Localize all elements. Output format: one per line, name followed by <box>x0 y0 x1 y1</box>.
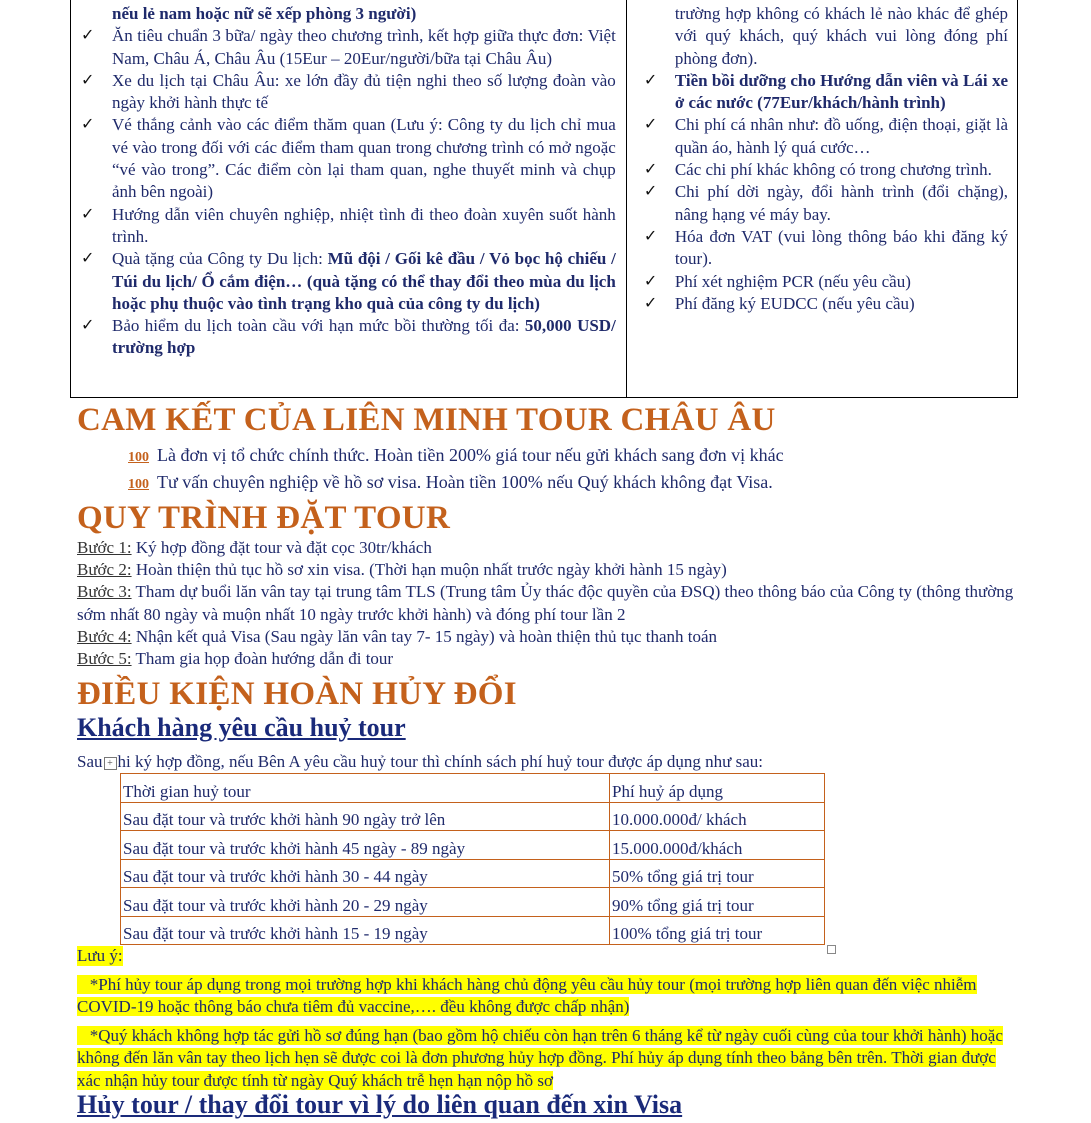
table-row <box>121 831 825 860</box>
checkmark-icon: ✓ <box>81 27 95 45</box>
checklist-item: ✓ Vé thắng cảnh vào các điểm thăm quan (Lưu ý: Công ty du lịch chỉ mua vé vào trong đối với các điểm tham quan trong chương trình có mở ngoặc “vé vào trong”. Các điểm còn lại tham quan, nghe thuyết minh và chụp ảnh bên ngoài) <box>81 115 616 202</box>
table-cell: Sau đặt tour và trước khởi hành 30 - 44 ngày <box>121 859 610 888</box>
table-cell: 100% tổng giá trị tour <box>610 916 825 945</box>
commitment-heading: CAM KẾT CỦA LIÊN MINH TOUR CHÂU ÂU <box>77 402 776 438</box>
table-header-row <box>121 774 825 803</box>
checkmark-icon: ✓ <box>643 272 658 290</box>
table-move-handle-icon[interactable]: + <box>104 757 117 770</box>
checkmark-icon: ✓ <box>643 183 658 201</box>
process-heading: QUY TRÌNH ĐẶT TOUR <box>77 500 451 536</box>
table-header: Phí huỷ áp dụng <box>610 774 825 803</box>
process-step: Bước 2: Hoàn thiện thủ tục hồ sơ xin visa. (Thời hạn muộn nhất trước ngày khởi hành 15 ngày) <box>77 560 727 580</box>
table-resize-handle[interactable] <box>827 945 836 954</box>
checkmark-icon: ✓ <box>81 205 95 223</box>
checklist-item: ✓ Hướng dẫn viên chuyên nghiệp, nhiệt tình đi theo đoàn xuyên suốt hành trình. <box>81 204 616 246</box>
checklist-item: ✓ Xe du lịch tại Châu Âu: xe lớn đầy đủ tiện nghi theo số lượng đoàn vào ngày khởi hành thực tế <box>81 70 616 113</box>
table-row <box>121 802 825 831</box>
table-row <box>121 916 825 945</box>
cancel-heading: ĐIỀU KIỆN HOÀN HỦY ĐỔI <box>77 676 517 712</box>
commitment-item: 100 Tư vấn chuyên nghiệp về hồ sơ visa. Hoàn tiền 100% nếu Quý khách không đạt Visa. <box>128 472 773 492</box>
checkmark-icon: ✓ <box>81 317 95 335</box>
checkmark-icon: ✓ <box>81 116 95 134</box>
checklist-item: ✓ Hóa đơn VAT (vui lòng thông báo khi đăng ký tour). <box>643 226 1008 269</box>
process-step: Bước 4: Nhận kết quả Visa (Sau ngày lăn vân tay 7- 15 ngày) và hoàn thiện thủ tục thanh toán <box>77 626 718 646</box>
table-cell: Sau đặt tour và trước khởi hành 90 ngày trở lên <box>121 802 610 831</box>
table-cell: 10.000.000đ/ khách <box>610 802 825 831</box>
process-steps <box>77 537 1037 670</box>
checkmark-icon: ✓ <box>643 116 658 134</box>
table-cell: Sau đặt tour và trước khởi hành 15 - 19 ngày <box>121 916 610 945</box>
cancel-subheading: Khách hàng yêu cầu huỷ tour <box>77 713 406 742</box>
table-cell: 15.000.000đ/khách <box>610 831 825 860</box>
checklist-item: trường hợp không có khách lẻ nào khác để ghép với quý khách, quý khách vui lòng đóng phí phòng đơn). <box>674 4 1008 68</box>
cancel-intro: Sau + hi ký hợp đồng, nếu Bên A yêu cầu huỷ tour thì chính sách phí huỷ tour được áp dụng như sau: <box>77 752 763 771</box>
checklist-item: ✓ Tiền bồi dưỡng cho Hướng dẫn viên và Lái xe ở các nước (77Eur/khách/hành trình) <box>643 70 1008 113</box>
checkmark-icon: ✓ <box>643 294 658 312</box>
table-cell: Sau đặt tour và trước khởi hành 45 ngày - 89 ngày <box>121 831 610 860</box>
table-cell: Sau đặt tour và trước khởi hành 20 - 29 ngày <box>121 888 610 917</box>
table-cell: 50% tổng giá trị tour <box>610 859 825 888</box>
hundred-points-icon: 100 <box>128 477 149 492</box>
checkmark-icon: ✓ <box>643 227 658 245</box>
process-step: Bước 1: Ký hợp đồng đặt tour và đặt cọc 30tr/khách <box>77 538 432 557</box>
checkmark-icon: ✓ <box>643 161 658 179</box>
commitment-item: 100 Là đơn vị tổ chức chính thức. Hoàn tiền 200% giá tour nếu gửi khách sang đơn vị khác <box>128 445 784 465</box>
checklist-item: ✓ Chi phí dời ngày, đổi hành trình (đổi chặng), nâng hạng vé máy bay. <box>643 182 1008 224</box>
cancel-fee-table <box>120 773 825 945</box>
table-header: Thời gian huỷ tour <box>121 774 610 803</box>
inclusions-column <box>71 0 627 397</box>
cancel-note: *Phí hủy tour áp dụng trong mọi trường hợp khi khách hàng chủ động yêu cầu hủy tour (mọi trường hợp liên quan đến việc nhiễm COVID-19 hoặc thông báo chưa tiêm đủ vaccine,…. đều không được chấp nhận) <box>77 975 977 1017</box>
inclusions-table <box>70 0 1018 398</box>
cancel-note: *Quý khách không hợp tác gửi hồ sơ đúng hạn (bao gồm hộ chiếu còn hạn trên 6 tháng kể từ ngày cuối cùng của tour khởi hành) hoặc không đến lăn vân tay theo lịch hẹn sẽ được coi là đơn phương hủy hợp đồng. Phí hủy áp dụng tính theo bảng bên trên. Thời gian được xác nhận hủy tour được tính từ ngày Quý khách trễ hẹn hạn nộp hồ sơ <box>77 1026 1003 1090</box>
visa-cancel-subheading: Hủy tour / thay đổi tour vì lý do liên quan đến xin Visa <box>77 1090 683 1119</box>
exclusions-column <box>627 0 1017 397</box>
checkmark-icon: ✓ <box>643 71 658 89</box>
checklist-item: ✓ Các chi phí khác không có trong chương trình. <box>640 159 1008 181</box>
checkmark-icon: ✓ <box>81 71 95 89</box>
checklist-item: ✓ Ăn tiêu chuẩn 3 bữa/ ngày theo chương trình, kết hợp giữa thực đơn: Việt Nam, Châu Á, Châu Âu (15Eur – 20Eur/người/bữa tại Châu Âu) <box>81 26 616 68</box>
hundred-points-icon: 100 <box>128 450 149 465</box>
table-cell: 90% tổng giá trị tour <box>610 888 825 917</box>
checkmark-icon: ✓ <box>81 250 95 268</box>
process-step: Bước 5: Tham gia họp đoàn hướng dẫn đi tour <box>77 649 394 669</box>
checklist-item: ✓ Chi phí cá nhân như: đồ uống, điện thoại, giặt là quần áo, hành lý quá cước… <box>643 115 1008 157</box>
checklist-item: ✓ Bảo hiểm du lịch toàn cầu với hạn mức bồi thường tối đa: 50,000 USD/ trường hợp <box>81 316 616 358</box>
process-step: Bước 3: Tham dự buổi lăn vân tay tại trung tâm TLS (Trung tâm Ủy thác độc quyền của ĐSQ) theo thông báo của Công ty (thông thường sớm nhất 80 ngày và muộn nhất 10 ngày trước khởi hành) và đóng phí tour lần 2 <box>77 582 1014 624</box>
checklist-item: ✓ Phí đăng ký EUDCC (nếu yêu cầu) <box>640 293 1008 315</box>
table-row <box>121 888 825 917</box>
note-label: Lưu ý: <box>77 946 123 965</box>
table-row <box>121 859 825 888</box>
checklist-item: nếu lẻ nam hoặc nữ sẽ xếp phòng 3 người) <box>112 4 417 23</box>
checklist-item: ✓ Phí xét nghiệm PCR (nếu yêu cầu) <box>640 271 1008 293</box>
checklist-item: ✓ Quà tặng của Công ty Du lịch: Mũ đội / Gối kê đầu / Vỏ bọc hộ chiếu / Túi du lịch/ Ổ cắm điện… (quà tặng có thể thay đổi theo mùa du lịch hoặc phụ thuộc vào tình trạng kho quà của công ty du lịch) <box>81 249 616 313</box>
